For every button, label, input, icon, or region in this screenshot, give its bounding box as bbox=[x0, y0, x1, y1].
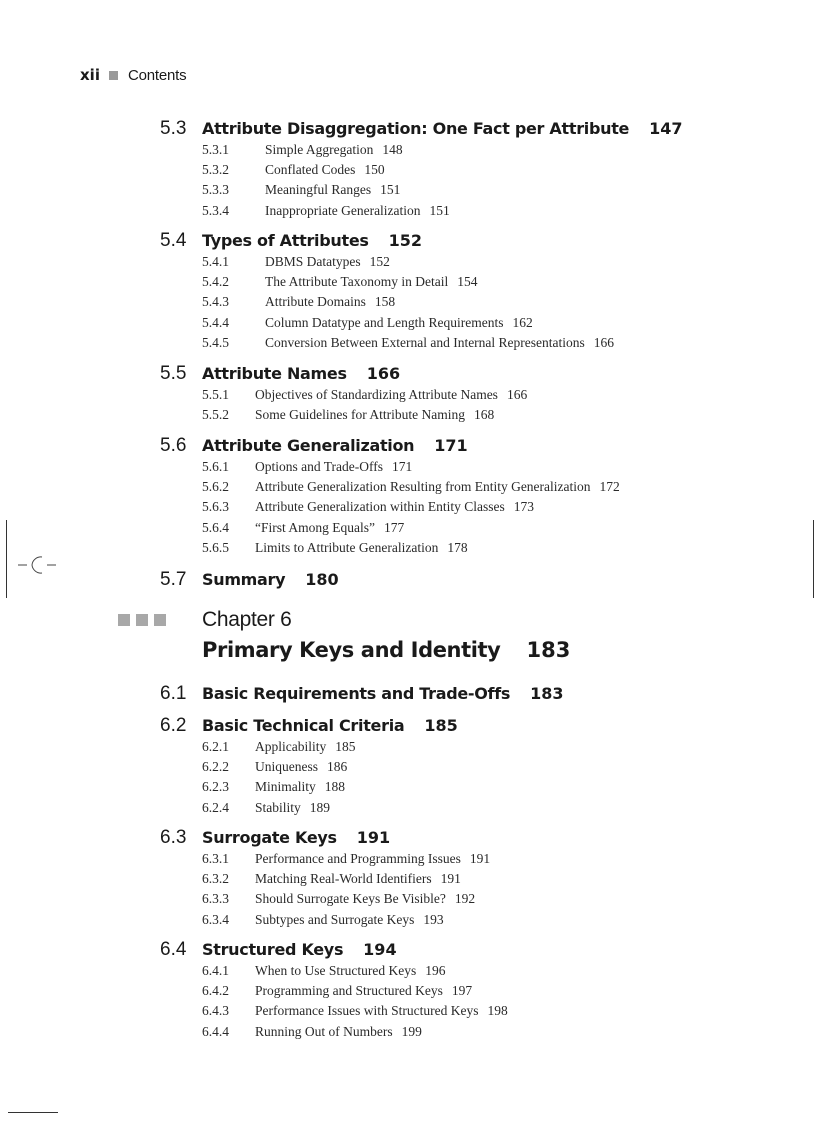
subsection-entry[interactable] bbox=[160, 871, 490, 891]
subsection-entry[interactable] bbox=[160, 407, 527, 427]
subsection-page: 168 bbox=[473, 407, 495, 423]
subsection-entry[interactable] bbox=[160, 203, 683, 223]
section-page: 185 bbox=[424, 716, 458, 735]
subsection-number: 6.3.3 bbox=[202, 891, 229, 907]
subsection-page: 151 bbox=[380, 182, 401, 198]
toc-section bbox=[160, 435, 620, 560]
subsection-page: 185 bbox=[335, 739, 356, 754]
subsection-number: 5.6.4 bbox=[202, 519, 229, 535]
section-page: 171 bbox=[434, 436, 468, 455]
subsection-title: Attribute Domains bbox=[265, 294, 366, 310]
subsection-number: 5.4.2 bbox=[202, 274, 229, 290]
section-page: 191 bbox=[356, 828, 391, 847]
subsection-number: 5.5.2 bbox=[202, 407, 229, 423]
section-title: Basic Requirements and Trade-Offs bbox=[202, 684, 511, 703]
subsection-number: 5.6.5 bbox=[202, 539, 229, 555]
subsection-page: 171 bbox=[392, 459, 413, 474]
subsection-number: 6.3.1 bbox=[202, 851, 229, 866]
subsection-title: Limits to Attribute Generalization bbox=[255, 539, 439, 555]
section-title: Attribute Disaggregation: One Fact per Attribute bbox=[202, 119, 630, 138]
section-page: 147 bbox=[649, 119, 683, 138]
subsection-entry[interactable] bbox=[160, 912, 490, 932]
subsection-title: Simple Aggregation bbox=[265, 142, 374, 157]
section-heading[interactable] bbox=[160, 118, 683, 142]
subsection-entry[interactable] bbox=[160, 387, 527, 407]
subsection-page: 148 bbox=[382, 142, 403, 157]
subsection-title: Inappropriate Generalization bbox=[265, 202, 421, 218]
toc-section bbox=[160, 683, 564, 707]
section-heading[interactable] bbox=[160, 827, 490, 851]
subsection-title: Some Guidelines for Attribute Naming bbox=[255, 407, 465, 423]
crop-mark-left bbox=[6, 520, 7, 598]
toc-section bbox=[160, 569, 339, 593]
subsection-page: 154 bbox=[457, 274, 478, 290]
subsection-entry[interactable] bbox=[160, 983, 508, 1003]
subsection-page: 166 bbox=[506, 387, 528, 402]
subsection-title: Attribute Generalization Resulting from Entity Generalization bbox=[255, 479, 591, 495]
subsection-entry[interactable] bbox=[160, 739, 458, 759]
subsection-title: Applicability bbox=[255, 739, 327, 754]
subsection-page: 186 bbox=[327, 759, 348, 775]
subsection-entry[interactable] bbox=[160, 254, 614, 274]
subsection-number: 5.4.1 bbox=[202, 254, 229, 269]
subsection-entry[interactable] bbox=[160, 891, 490, 911]
subsection-page: 166 bbox=[593, 334, 615, 350]
registration-mark-icon bbox=[18, 553, 58, 577]
section-title: Surrogate Keys bbox=[202, 828, 337, 847]
subsection-page: 173 bbox=[513, 499, 534, 515]
section-page: 166 bbox=[366, 364, 401, 383]
section-number: 5.6 bbox=[160, 435, 187, 456]
subsection-title: DBMS Datatypes bbox=[265, 254, 361, 269]
subsection-title: “First Among Equals” bbox=[255, 519, 375, 535]
subsection-entry[interactable] bbox=[160, 459, 620, 479]
section-heading[interactable] bbox=[160, 230, 614, 254]
subsection-page: 172 bbox=[599, 479, 620, 495]
section-page: 183 bbox=[530, 684, 564, 703]
chapter-heading bbox=[118, 606, 570, 662]
section-heading[interactable] bbox=[160, 683, 564, 707]
crop-mark-right bbox=[813, 520, 814, 598]
subsection-page: 188 bbox=[324, 779, 345, 795]
subsection-title: Objectives of Standardizing Attribute Names bbox=[255, 387, 498, 402]
square-bullet-icon bbox=[136, 614, 148, 626]
section-title: Attribute Names bbox=[202, 364, 347, 383]
chapter-title: Primary Keys and Identity bbox=[202, 638, 501, 662]
subsection-entry[interactable] bbox=[160, 759, 458, 779]
subsection-entry[interactable] bbox=[160, 182, 683, 202]
section-number: 5.4 bbox=[160, 230, 187, 251]
subsection-entry[interactable] bbox=[160, 315, 614, 335]
section-number: 5.7 bbox=[160, 569, 187, 590]
toc-section bbox=[160, 715, 458, 820]
subsection-entry[interactable] bbox=[160, 499, 620, 519]
section-page: 194 bbox=[363, 940, 397, 959]
subsection-entry[interactable] bbox=[160, 335, 614, 355]
subsection-entry[interactable] bbox=[160, 294, 614, 314]
section-number: 6.3 bbox=[160, 827, 187, 848]
section-title: Attribute Generalization bbox=[202, 436, 415, 455]
subsection-number: 5.6.2 bbox=[202, 479, 229, 495]
subsection-number: 5.6.1 bbox=[202, 459, 229, 474]
subsection-entry[interactable] bbox=[160, 779, 458, 799]
toc-section bbox=[160, 827, 490, 932]
subsection-page: 199 bbox=[401, 1023, 422, 1039]
section-heading[interactable] bbox=[160, 715, 458, 739]
subsection-title: Minimality bbox=[255, 779, 316, 795]
subsection-title: Meaningful Ranges bbox=[265, 182, 372, 198]
subsection-page: 191 bbox=[440, 871, 461, 887]
subsection-title: Performance Issues with Structured Keys bbox=[255, 1003, 479, 1019]
toc-section bbox=[160, 230, 614, 355]
subsection-entry[interactable] bbox=[160, 520, 620, 540]
subsection-entry[interactable] bbox=[160, 800, 458, 820]
square-bullet-icon bbox=[109, 71, 118, 80]
section-number: 6.4 bbox=[160, 939, 187, 960]
subsection-page: 197 bbox=[451, 983, 473, 999]
subsection-title: Matching Real-World Identifiers bbox=[255, 871, 432, 887]
section-number: 5.3 bbox=[160, 118, 187, 139]
subsection-entry[interactable] bbox=[160, 1003, 508, 1023]
subsection-number: 5.3.4 bbox=[202, 202, 229, 218]
square-bullet-icon bbox=[118, 614, 130, 626]
subsection-entry[interactable] bbox=[160, 851, 490, 871]
subsection-number: 6.4.2 bbox=[202, 983, 229, 999]
subsection-title: Conversion Between External and Internal Representations bbox=[265, 334, 585, 350]
crop-mark-bottom bbox=[8, 1112, 58, 1113]
section-title: Summary bbox=[202, 570, 286, 589]
subsection-number: 5.3.2 bbox=[202, 162, 229, 178]
subsection-number: 5.4.3 bbox=[202, 294, 229, 310]
running-head-title: Contents bbox=[127, 66, 187, 84]
subsection-page: 191 bbox=[469, 851, 491, 866]
subsection-number: 6.2.1 bbox=[202, 739, 229, 754]
section-heading[interactable] bbox=[160, 363, 527, 387]
subsection-number: 6.4.3 bbox=[202, 1003, 229, 1019]
subsection-title: Column Datatype and Length Requirements bbox=[265, 314, 504, 330]
subsection-title: Performance and Programming Issues bbox=[255, 851, 461, 866]
square-bullet-icon bbox=[154, 614, 166, 626]
subsection-number: 5.5.1 bbox=[202, 387, 229, 402]
subsection-number: 5.4.4 bbox=[202, 314, 229, 330]
toc-section bbox=[160, 939, 508, 1044]
subsection-number: 6.4.1 bbox=[202, 963, 229, 978]
subsection-title: Conflated Codes bbox=[265, 162, 356, 178]
subsection-page: 151 bbox=[429, 202, 450, 218]
subsection-entry[interactable] bbox=[160, 540, 620, 560]
subsection-entry[interactable] bbox=[160, 142, 683, 162]
subsection-page: 178 bbox=[447, 539, 468, 555]
subsection-title: Programming and Structured Keys bbox=[255, 983, 443, 999]
section-title: Types of Attributes bbox=[202, 231, 369, 250]
subsection-entry[interactable] bbox=[160, 1024, 508, 1044]
subsection-number: 6.2.4 bbox=[202, 799, 229, 815]
subsection-entry[interactable] bbox=[160, 274, 614, 294]
section-heading[interactable] bbox=[160, 435, 620, 459]
chapter-title-row[interactable] bbox=[202, 638, 570, 662]
subsection-title: The Attribute Taxonomy in Detail bbox=[265, 274, 449, 290]
section-number: 6.2 bbox=[160, 715, 187, 736]
subsection-page: 150 bbox=[364, 162, 385, 178]
subsection-number: 6.2.2 bbox=[202, 759, 229, 775]
subsection-number: 6.4.4 bbox=[202, 1023, 229, 1039]
subsection-title: Uniqueness bbox=[255, 759, 318, 775]
subsection-title: Subtypes and Surrogate Keys bbox=[255, 911, 415, 927]
subsection-page: 158 bbox=[374, 294, 396, 310]
subsection-number: 6.2.3 bbox=[202, 779, 229, 795]
section-page: 152 bbox=[388, 231, 422, 250]
subsection-page: 162 bbox=[512, 314, 533, 330]
section-page: 180 bbox=[305, 570, 339, 589]
subsection-number: 5.4.5 bbox=[202, 334, 229, 350]
subsection-page: 193 bbox=[423, 911, 444, 927]
subsection-page: 196 bbox=[425, 963, 446, 978]
subsection-title: Stability bbox=[255, 799, 301, 815]
subsection-title: Options and Trade-Offs bbox=[255, 459, 383, 474]
subsection-page: 192 bbox=[454, 891, 476, 907]
subsection-title: Attribute Generalization within Entity Classes bbox=[255, 499, 505, 515]
subsection-number: 5.6.3 bbox=[202, 499, 229, 515]
subsection-page: 177 bbox=[384, 519, 405, 535]
section-title: Structured Keys bbox=[202, 940, 344, 959]
toc-section bbox=[160, 118, 683, 223]
page-number: xii bbox=[80, 66, 100, 84]
subsection-entry[interactable] bbox=[160, 162, 683, 182]
subsection-title: When to Use Structured Keys bbox=[255, 963, 417, 978]
section-number: 6.1 bbox=[160, 683, 187, 704]
chapter-squares bbox=[118, 614, 202, 626]
chapter-label: Chapter 6 bbox=[202, 608, 292, 631]
subsection-page: 152 bbox=[369, 254, 390, 269]
subsection-entry[interactable] bbox=[160, 963, 508, 983]
chapter-page: 183 bbox=[526, 638, 571, 662]
section-title: Basic Technical Criteria bbox=[202, 716, 405, 735]
section-heading[interactable] bbox=[160, 569, 339, 593]
subsection-entry[interactable] bbox=[160, 479, 620, 499]
section-heading[interactable] bbox=[160, 939, 508, 963]
subsection-number: 6.3.4 bbox=[202, 911, 229, 927]
subsection-number: 5.3.1 bbox=[202, 142, 229, 157]
subsection-number: 5.3.3 bbox=[202, 182, 229, 198]
subsection-number: 6.3.2 bbox=[202, 871, 229, 887]
subsection-page: 189 bbox=[309, 799, 331, 815]
subsection-title: Should Surrogate Keys Be Visible? bbox=[255, 891, 446, 907]
subsection-title: Running Out of Numbers bbox=[255, 1023, 393, 1039]
running-head bbox=[80, 64, 186, 86]
subsection-page: 198 bbox=[487, 1003, 508, 1019]
section-number: 5.5 bbox=[160, 363, 187, 384]
toc-section bbox=[160, 363, 527, 427]
